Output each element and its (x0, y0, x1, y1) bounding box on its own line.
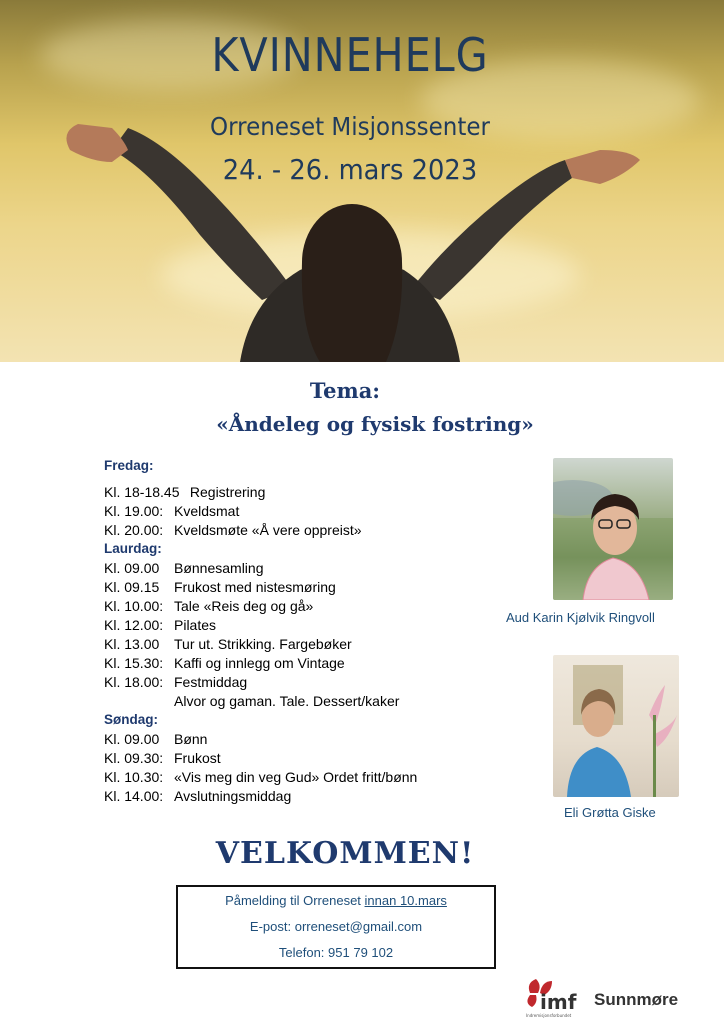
program-item (104, 731, 207, 747)
program-activity: Pilates (174, 617, 217, 633)
contact-box (176, 885, 496, 969)
speaker-name-2: Eli Grøtta Giske (564, 805, 656, 820)
theme-text: «Åndeleg og fysisk fostring» (216, 412, 534, 436)
program-activity: Festmiddag (174, 674, 248, 690)
program-item (104, 484, 265, 500)
phone-line: Telefon: 951 79 102 (278, 945, 394, 960)
day-heading-sunday: Søndag: (104, 712, 158, 727)
program-activity: Registrering (189, 484, 266, 500)
program-activity: Frukost (174, 750, 221, 766)
program-activity: Kveldsmøte «Å vere oppreist» (174, 522, 362, 538)
program-activity: Tale «Reis deg og gå» (174, 598, 314, 614)
program-time: Kl. 19.00: (104, 503, 164, 519)
program-item (104, 769, 417, 785)
program-item (104, 788, 291, 804)
logo-region: Sunnmøre (594, 990, 679, 1009)
program-time: Kl. 09.15 (104, 579, 160, 595)
event-venue: Orreneset Misjonssenter (209, 112, 491, 141)
program-item (104, 579, 336, 595)
event-dates: 24. - 26. mars 2023 (222, 153, 478, 186)
imf-leaf-icon (524, 975, 594, 1019)
program-item (104, 522, 362, 538)
logo-tagline: Indremisjonsforbundet (526, 1013, 572, 1018)
program-item (104, 750, 221, 766)
event-title: KVINNEHELG (211, 28, 489, 82)
program-time: Kl. 09.00 (104, 560, 160, 576)
program-activity: Avslutningsmiddag (174, 788, 292, 804)
program-item (104, 655, 345, 671)
program-time: Kl. 20.00: (104, 522, 164, 538)
speaker-photo-2 (553, 655, 679, 797)
program-activity: Kaffi og innlegg om Vintage (174, 655, 345, 671)
program-time: Kl. 10.30: (104, 769, 164, 785)
program-activity: Alvor og gaman. Tale. Dessert/kaker (174, 693, 400, 709)
logo-mark: imf (540, 990, 577, 1014)
speaker-photo-1 (553, 458, 673, 600)
program-time: Kl. 09.30: (104, 750, 164, 766)
program-activity: Bønnesamling (174, 560, 264, 576)
program-activity: Tur ut. Strikking. Fargebøker (174, 636, 352, 652)
theme-label: Tema: (309, 378, 381, 403)
program-activity: Bønn (174, 731, 208, 747)
program-time: Kl. 14.00: (104, 788, 164, 804)
welcome-heading: VELKOMMEN! (215, 836, 475, 871)
program-time: Kl. 13.00 (104, 636, 160, 652)
program-time: Kl. 09.00 (104, 731, 160, 747)
program-activity: «Vis meg din veg Gud» Ordet fritt/bønn (174, 769, 418, 785)
program-time: Kl. 15.30: (104, 655, 164, 671)
email-line: E-post: orreneset@gmail.com (249, 919, 423, 934)
program-item (104, 503, 239, 519)
program-item (104, 674, 247, 690)
program-item (104, 560, 264, 576)
program-item (104, 617, 216, 633)
program-item (104, 636, 352, 652)
program-activity: Kveldsmat (174, 503, 240, 519)
program-time: Kl. 10.00: (104, 598, 164, 614)
signup-prefix: Påmelding til Orreneset (225, 893, 365, 908)
program-time: Kl. 12.00: (104, 617, 164, 633)
program-item (104, 693, 399, 709)
program-activity: Frukost med nistesmøring (174, 579, 336, 595)
speaker-name-1: Aud Karin Kjølvik Ringvoll (506, 610, 655, 625)
program-time: Kl. 18.00: (104, 674, 164, 690)
signup-deadline: innan 10.mars (364, 893, 447, 908)
signup-line (178, 893, 494, 908)
day-heading-saturday: Laurdag: (104, 541, 162, 556)
hero-banner (0, 0, 724, 362)
day-heading-friday: Fredag: (104, 458, 154, 473)
program-time: Kl. 18-18.45 (104, 484, 180, 500)
program-item (104, 598, 313, 614)
